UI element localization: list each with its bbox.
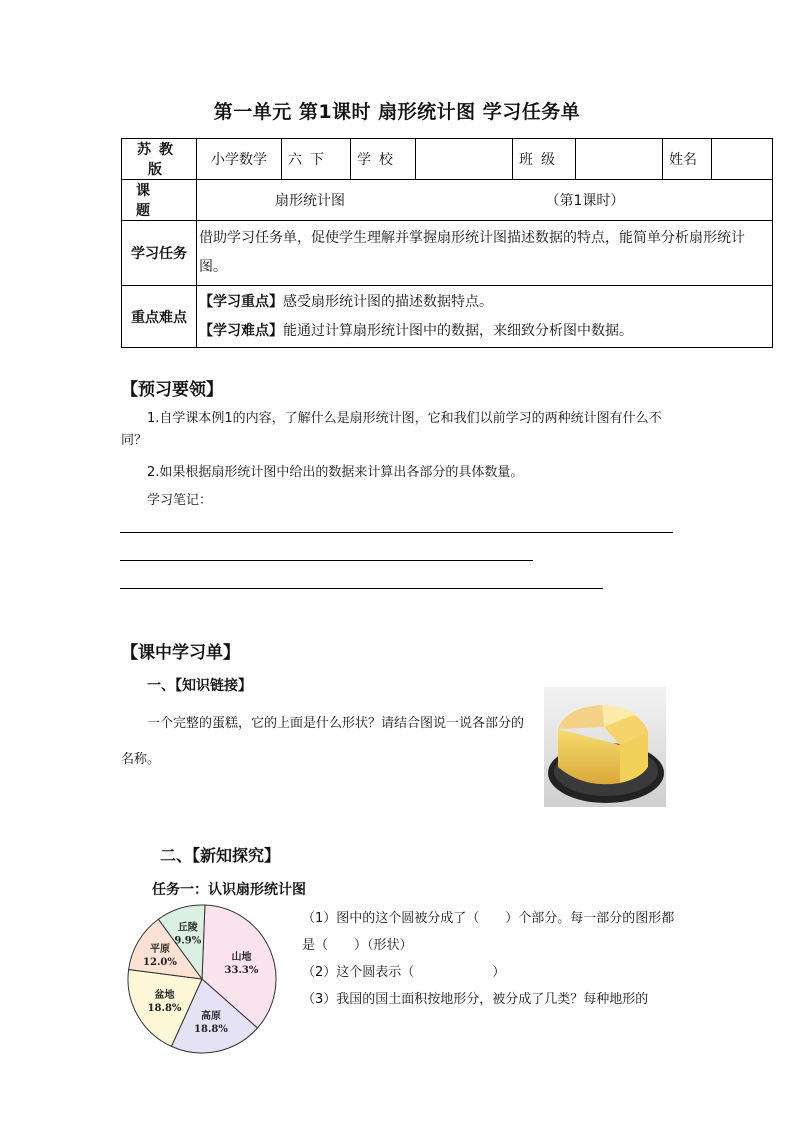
part1-heading: 一、【知识链接】: [147, 678, 252, 694]
period-text: （第1课时）: [545, 193, 625, 209]
lesson-info-table: [121, 138, 773, 348]
table-row: [122, 139, 773, 180]
topic-label: 课题: [122, 180, 197, 221]
class-value[interactable]: [576, 139, 663, 180]
focus-text: 【学习重点】感受扇形统计图的描述数据特点。 【学习难点】能通过计算扇形统计图中的数据，来细致分析图中数据。: [197, 286, 773, 348]
cake-photo: [544, 687, 666, 807]
task-label: 学习任务: [122, 221, 197, 286]
note-line[interactable]: [120, 560, 533, 561]
question-1: （1）图中的这个圆被分成了（ ）个部分。每一部分的图形都是（ ）（形状）: [302, 911, 675, 953]
pie-label-1: 高原: [200, 1010, 221, 1022]
preview-item-2: 2.如果根据扇形统计图中给出的数据来计算出各部分的具体数量。: [147, 465, 524, 480]
class-label: 班级: [513, 139, 576, 180]
focus-label: 重点难点: [122, 286, 197, 348]
question-3: （3）我国的国土面积按地形分，被分成了几类？每种地形的: [302, 992, 649, 1007]
part2-heading: 二、【新知探究】: [160, 846, 281, 865]
note-line[interactable]: [120, 588, 603, 589]
class-heading: 【课中学习单】: [121, 643, 240, 663]
task-text: 借助学习任务单，促使学生理解并掌握扇形统计图描述数据的特点，能简单分析扇形统计图。: [197, 221, 773, 286]
subject-cell: 小学数学: [197, 139, 282, 180]
school-label: 学校: [351, 139, 416, 180]
pie-value-4: 9.9%: [174, 935, 202, 947]
task1-heading: 任务一：认识扇形统计图: [152, 882, 306, 898]
pie-label-3: 平原: [149, 944, 170, 956]
note-line[interactable]: [120, 532, 673, 533]
grade-cell: 六下: [282, 139, 351, 180]
topic-cell: [197, 180, 773, 221]
pie-value-2: 18.8%: [147, 1002, 182, 1014]
pie-label-2: 盆地: [154, 989, 175, 1001]
notes-label: 学习笔记：: [147, 493, 213, 508]
name-value[interactable]: [712, 139, 773, 180]
pie-value-1: 18.8%: [194, 1023, 228, 1035]
pie-label-0: 山地: [231, 952, 252, 964]
part1-text: 一个完整的蛋糕，它的上面是什么形状？请结合图说一说各部分的名称。: [121, 716, 525, 767]
question-2: （2）这个圆表示（ ）: [302, 965, 506, 980]
preview-heading: 【预习要领】: [121, 380, 223, 400]
name-label: 姓名: [663, 139, 712, 180]
preview-item-1: 1.自学课本例1的内容，了解什么是扇形统计图，它和我们以前学习的两种统计图有什么不同？: [121, 411, 662, 448]
pie-value-0: 33.3%: [224, 965, 259, 977]
table-row: [122, 221, 773, 286]
pie-label-4: 丘陵: [177, 922, 198, 934]
table-row: [122, 180, 773, 221]
page-title: 第一单元 第1课时 扇形统计图 学习任务单: [213, 101, 581, 123]
terrain-pie-chart: [122, 900, 282, 1058]
topic-text: 扇形统计图: [275, 193, 345, 209]
table-row: [122, 286, 773, 348]
school-value[interactable]: [416, 139, 513, 180]
pie-value-3: 12.0%: [143, 957, 177, 969]
edition-cell: 苏教版: [122, 139, 197, 180]
